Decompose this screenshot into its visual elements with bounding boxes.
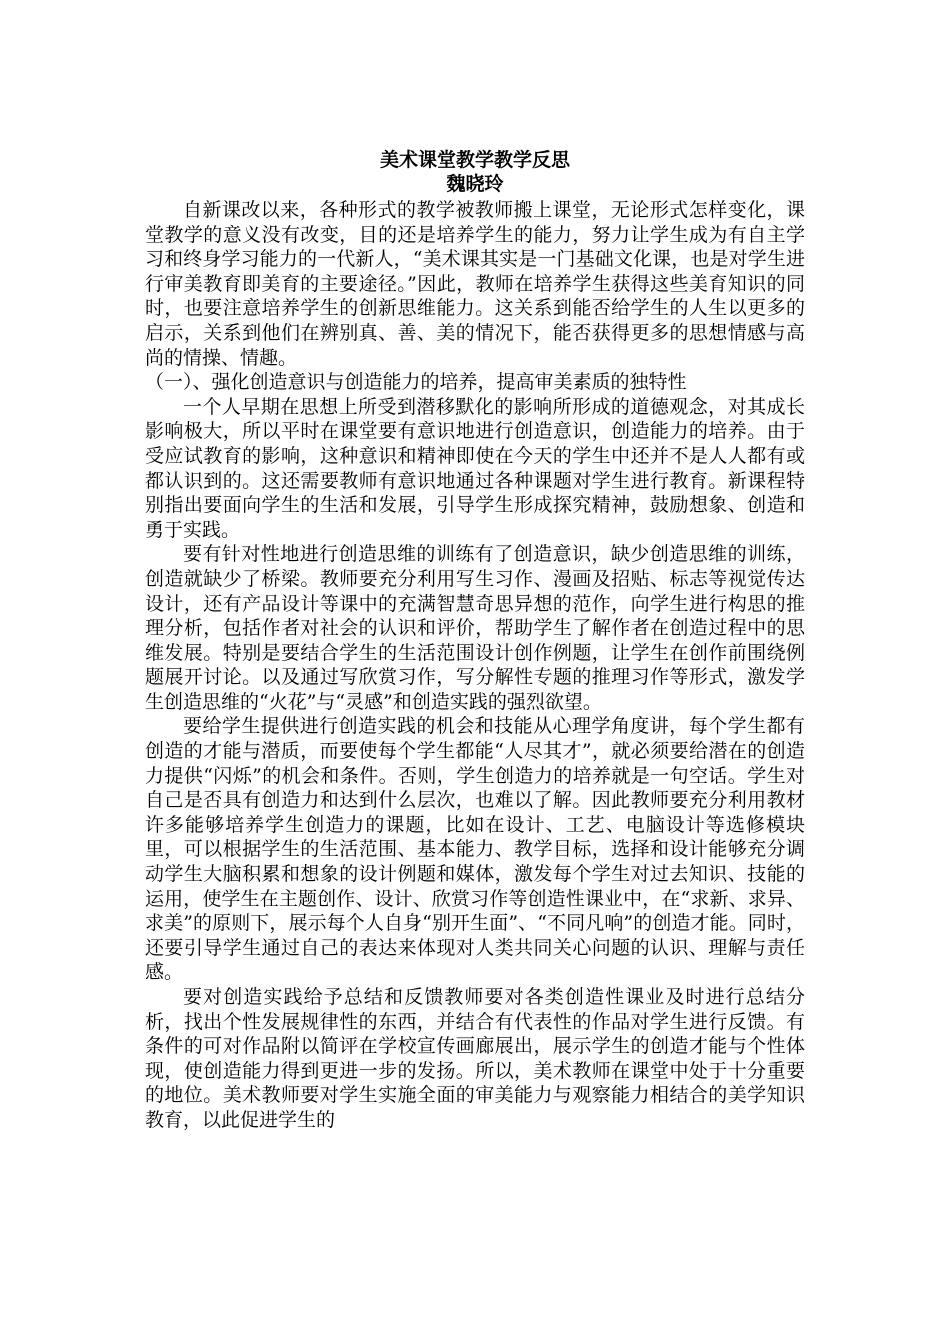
document-title: 美术课堂教学教学反思 bbox=[379, 149, 570, 171]
body-paragraph-3: 要给学生提供进行创造实践的机会和技能从心理学角度讲，每个学生都有创造的才能与潜质，而要使每个学生都能“人尽其才”，就必须要给潜在的创造力提供“闪烁”的机会和条件。否则，学生创造力的培养就是一句空话。学生对自己是否具有创造力和达到什么层次，也难以了解。因此教师要充分利用教材许多能够培养学生创造力的课题，比如在设计、工艺、电脑设计等选修模块里，可以根据学生的生活范围、基本能力、教学目标，选择和设计能够充分调动学生大脑积累和想象的设计例题和媒体，激发每个学生对过去知识、技能的运用，使学生在主题创作、设计、欣赏习作等创造性课业中，在“求新、求异、求美”的原则下，展示每个人自身“别开生面”、“不同凡响”的创造才能。同时，还要引导学生通过自己的表达来体现对人类共同关心问题的认识、理解与责任感。 bbox=[145, 715, 805, 984]
body-paragraph-2: 要有针对性地进行创造思维的训练有了创造意识，缺少创造思维的训练，创造就缺少了桥梁。教师要充分利用写生习作、漫画及招贴、标志等视觉传达设计，还有产品设计等课中的充满智慧奇思异想的范作，向学生进行构思的推理分析，包括作者对社会的认识和评价，帮助学生了解作者在创造过程中的思维发展。特别是要结合学生的生活范围设计创作例题，让学生在创作前围绕例题展开讨论。以及通过写欣赏习作，写分解性专题的推理习作等形式，激发学生创造思维的“火花”与“灵感”和创造实践的强烈欲望。 bbox=[145, 543, 805, 713]
document-author: 魏晓玲 bbox=[446, 173, 504, 195]
intro-paragraph: 自新课改以来，各种形式的教学被教师搬上课堂，无论形式怎样变化，课堂教学的意义没有改变，目的还是培养学生的能力，努力让学生成为有自主学习和终身学习能力的一代新人，“美术课其实是一门基础文化课，也是对学生进行审美教育即美育的主要途径。”因此，教师在培养学生获得这些美育知识的同时，也要注意培养学生的创新思维能力。这关系到能否给学生的人生以更多的启示，关系到他们在辨别真、善、美的情况下，能否获得更多的思想情感与高尚的情操、情趣。 bbox=[145, 199, 805, 369]
body-paragraph-4: 要对创造实践给予总结和反馈教师要对各类创造性课业及时进行总结分析，找出个性发展规律性的东西，并结合有代表性的作品对学生进行反馈。有条件的可对作品附以简评在学校宣传画廊展出，展示学生的创造才能与个性体现，使创造能力得到更进一步的发扬。所以，美术教师在课堂中处于十分重要的地位。美术教师要对学生实施全面的审美能力与观察能力相结合的美学知识教育，以此促进学生的 bbox=[145, 986, 805, 1131]
section-heading: （一）、强化创造意识与创造能力的培养，提高审美素质的独特性 bbox=[145, 371, 687, 394]
document-page bbox=[145, 148, 805, 1133]
body-paragraph-1: 一个人早期在思想上所受到潜移默化的影响所形成的道德观念，对其成长影响极大，所以平时在课堂要有意识地进行创造意识，创造能力的培养。由于受应试教育的影响，这种意识和精神即使在今天的学生中还并不是人人都有或都认识到的。这还需要教师有意识地通过各种课题对学生进行教育。新课程特别指出要面向学生的生活和发展，引导学生形成探究精神，鼓励想象、创造和勇于实践。 bbox=[145, 395, 805, 541]
